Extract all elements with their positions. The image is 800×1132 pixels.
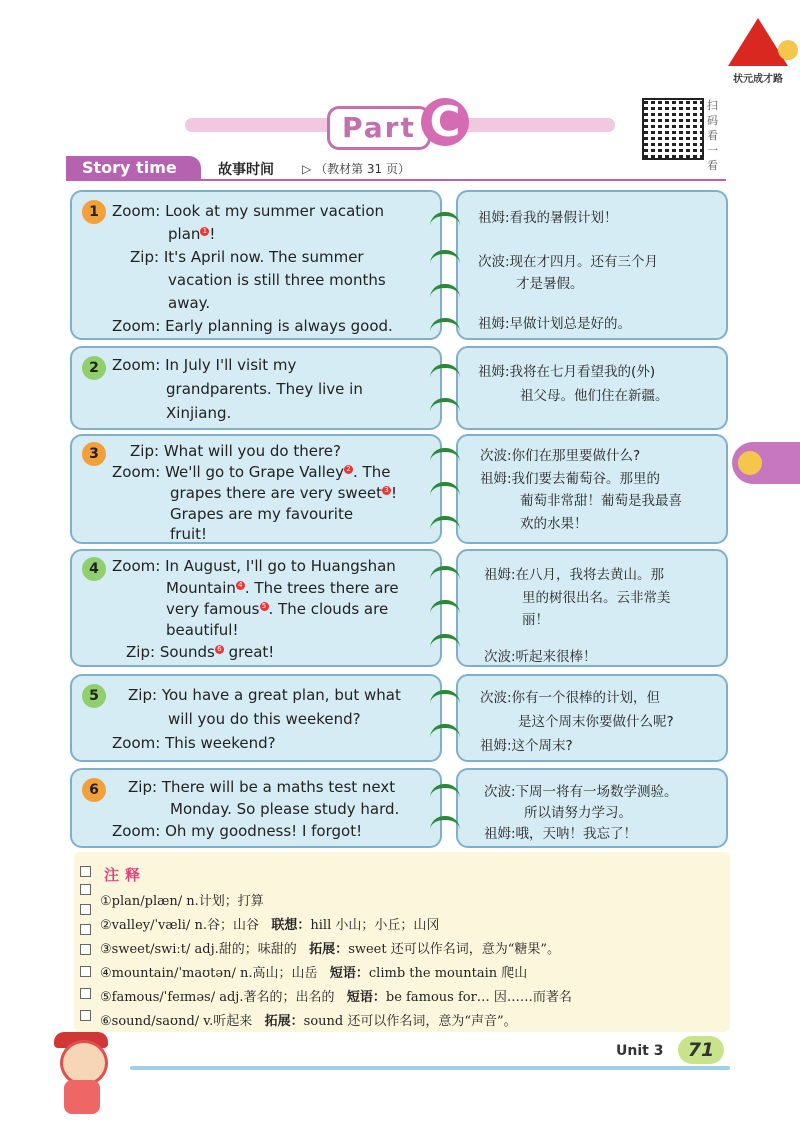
mascot-face-icon [738,451,762,475]
panel-6-english [70,768,442,848]
panel-1-chinese [456,190,728,340]
panel-number: 4 [82,557,106,581]
note-marker: 6 [215,645,224,654]
panel-2-chinese [456,346,728,430]
publisher-logo [728,18,788,88]
textbook-reference [302,160,410,177]
dialogue-line: very famous 5 . The clouds are [166,600,389,618]
note-marker: 4 [236,581,245,590]
panel-number: 1 [82,200,106,224]
note-item: ④mountain/ˈmaʊtən/ n.高山；山岳 短语：climb the mountain 爬山 [100,966,528,981]
dialogue-line: Zip: There will be a maths test next [128,778,396,796]
dialogue-line: Zoom: We'll go to Grape Valley 2 . The [112,463,391,481]
note-item: ②valley/ˈvæli/ n.谷；山谷 联想：hill 小山；小丘；山冈 [100,918,440,933]
panel-2-english [70,346,442,430]
logo-text: 状元成才路 [733,74,783,85]
dialogue-line: beautiful! [166,621,239,639]
qr-code[interactable] [642,98,704,160]
part-letter: C [421,98,469,146]
note-item: ⑥sound/saʊnd/ v.听起来 拓展：sound 还可以作名词，意为“声音”。 [100,1014,517,1029]
note-marker: 3 [382,486,391,495]
dialogue-line: Grapes are my favourite [170,505,354,523]
translation-line: 次波:你有一个很棒的计划，但 [480,690,661,706]
translation-line: 里的树很出名。云非常美 [522,590,671,606]
dialogue-line: Zip: It's April now. The summer [130,248,364,266]
bullet-square-icon [80,866,91,877]
note-marker: 1 [200,227,209,236]
dialogue-line: Zip: Sounds 6 great! [126,643,275,661]
panel-3-english [70,434,442,544]
bullet-square-icon [80,924,91,935]
play-icon: ▷ [302,162,312,176]
panel-number: 3 [82,442,106,466]
dialogue-line: Zoom: Oh my goodness! I forgot! [112,822,363,840]
bullet-square-icon [80,966,91,977]
panel-6-chinese [456,768,728,848]
panel-4-chinese [456,549,728,667]
panel-5-chinese [456,674,728,762]
dialogue-line: Zoom: This weekend? [112,734,276,752]
note-marker: 2 [344,465,353,474]
bullet-square-icon [80,884,91,895]
note-item: ①plan/plæn/ n.计划；打算 [100,894,264,909]
unit-label: Unit 3 [616,1043,664,1059]
translation-line: 祖姆:早做计划总是好的。 [478,316,632,332]
translation-line: 祖姆:看我的暑假计划！ [478,210,618,226]
translation-line: 才是暑假。 [516,276,584,292]
translation-line: 祖姆:这个周末? [480,738,573,754]
dialogue-line: grapes there are very sweet 3 ! [170,484,398,502]
translation-line: 所以请努力学习。 [524,805,632,821]
translation-line: 葡萄非常甜！葡萄是我最喜 [520,493,682,509]
note-item: ⑤famous/ˈfeɪməs/ adj.著名的；出名的 短语：be famous for… 因……而著名 [100,990,572,1005]
panel-4-english [70,549,442,667]
dialogue-line: will you do this weekend? [168,710,361,728]
translation-line: 丽！ [522,612,549,628]
mascot-illustration [44,1032,124,1122]
dialogue-line: Zip: What will you do there? [130,442,341,460]
textbook-reference-text: （教材第 31 页） [315,162,410,176]
translation-line: 祖姆:在八月，我将去黄山。那 [484,567,665,583]
translation-line: 次波:你们在那里要做什么? [480,448,641,464]
translation-line: 次波:下周一将有一场数学测验。 [484,784,678,800]
part-heading [327,97,467,150]
notes-title: 注释 [104,866,147,884]
note-marker: 5 [260,602,269,611]
bullet-square-icon [80,1010,91,1021]
panel-5-english [70,674,442,762]
dialogue-line: Zoom: Early planning is always good. [112,317,393,335]
translation-line: 祖姆:我将在七月看望我的(外) [478,364,656,380]
translation-line: 祖姆:哦，天呐！我忘了！ [484,826,638,842]
dialogue-line: Zoom: Look at my summer vacation [112,202,385,220]
panel-3-chinese [456,434,728,544]
dialogue-line: Monday. So please study hard. [170,800,400,818]
section-divider [66,179,726,181]
bullet-square-icon [80,988,91,999]
translation-line: 欢的水果！ [520,516,588,532]
section-title-cn: 故事时间 [218,162,274,178]
translation-line: 祖父母。他们住在新疆。 [520,388,669,404]
qr-caption: 扫码看一看 [707,99,718,172]
dialogue-line: vacation is still three months [168,271,386,289]
mascot-face-icon [778,40,798,60]
dialogue-line: grandparents. They live in [166,380,363,398]
bullet-square-icon [80,904,91,915]
dialogue-line: Xinjiang. [166,404,232,422]
part-label: Part [327,106,431,150]
section-title-en: Story time [66,156,201,180]
note-item: ③sweet/swiːt/ adj.甜的；味甜的 拓展：sweet 还可以作名词，意为“糖果”。 [100,942,561,957]
dialogue-line: Mountain 4 . The trees there are [166,579,399,597]
page-number: 71 [678,1036,724,1064]
panel-number: 5 [82,684,106,708]
dialogue-line: Zoom: In August, I'll go to Huangshan [112,557,396,575]
panel-1-english [70,190,442,340]
bullet-square-icon [80,944,91,955]
dialogue-line: away. [168,294,211,312]
dialogue-line: plan 1 ! [168,225,216,243]
footer-rule [130,1066,730,1070]
dialogue-line: Zoom: In July I'll visit my [112,356,297,374]
translation-line: 次波:听起来很棒！ [484,649,597,665]
side-tab [732,442,800,484]
dialogue-line: Zip: You have a great plan, but what [128,686,401,704]
translation-line: 次波:现在才四月。还有三个月 [478,254,659,270]
panel-number: 6 [82,778,106,802]
translation-line: 是这个周末你要做什么呢? [518,714,674,730]
panel-number: 2 [82,356,106,380]
dialogue-line: fruit! [170,525,208,543]
translation-line: 祖姆:我们要去葡萄谷。那里的 [480,471,661,487]
